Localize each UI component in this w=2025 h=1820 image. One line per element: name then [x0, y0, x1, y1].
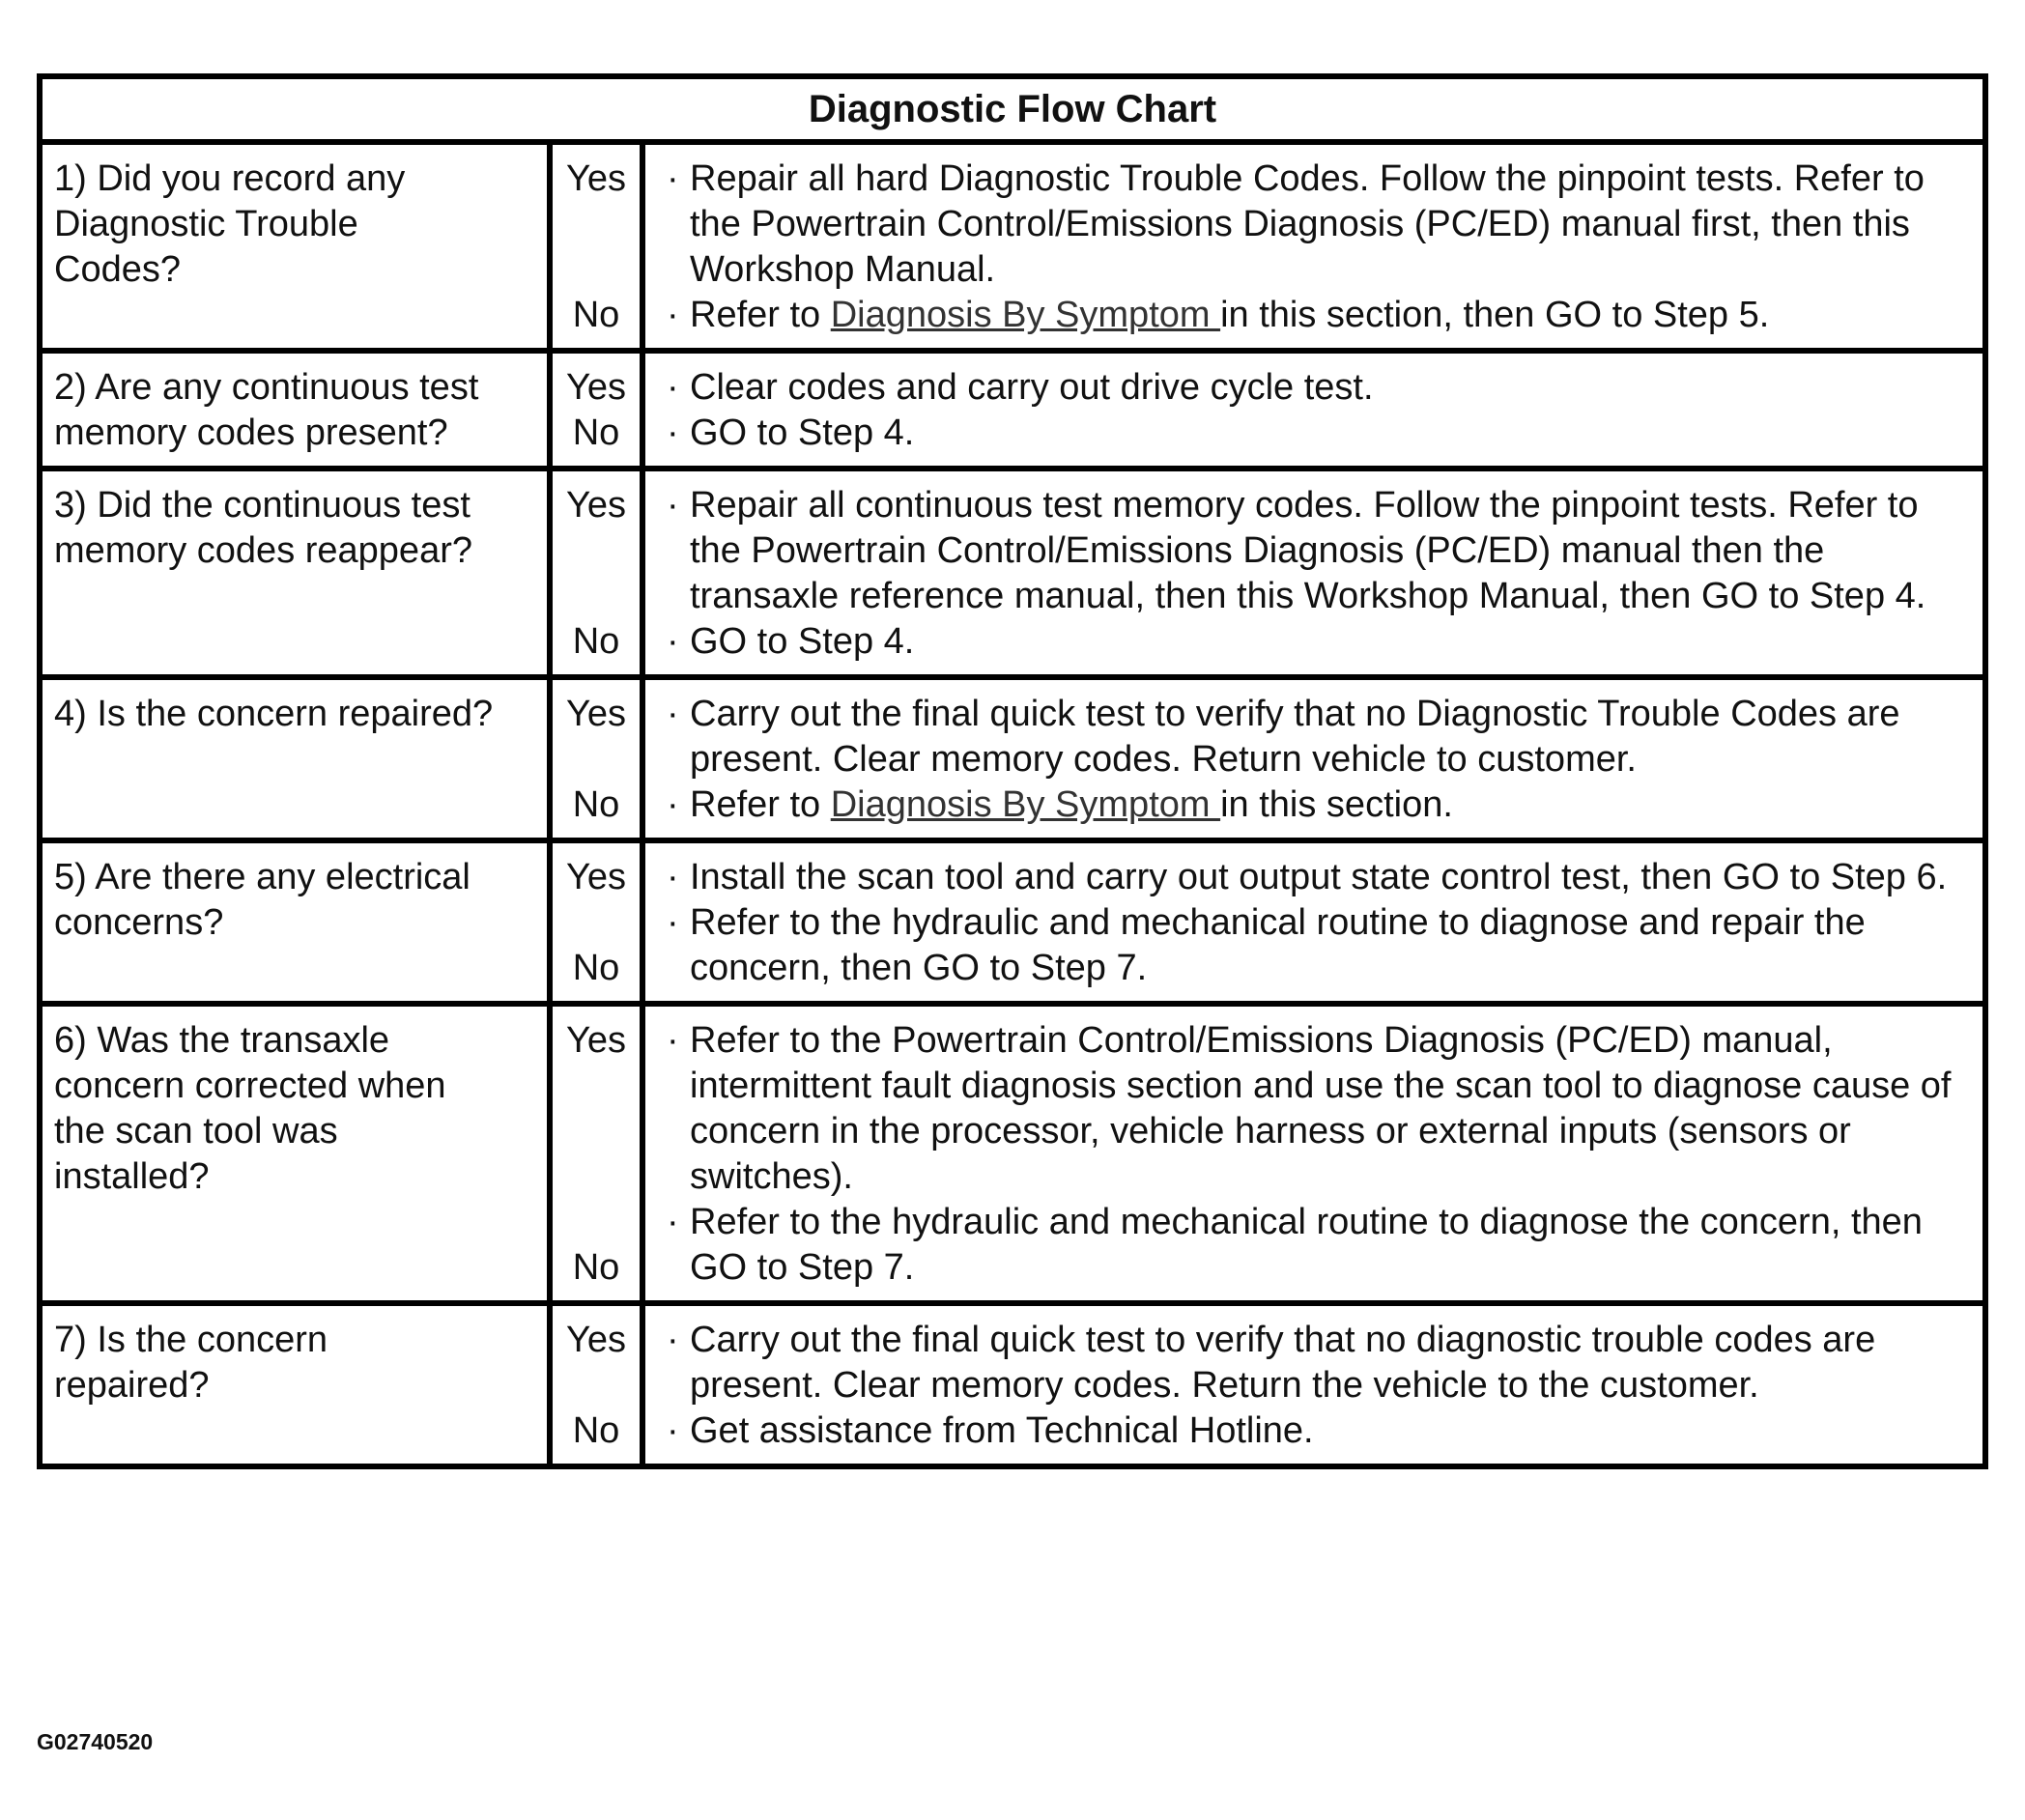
no-action-text [690, 1200, 1969, 1291]
bullet-icon: · [667, 694, 679, 734]
no-action-prefix: GO to Step 4. [690, 412, 915, 453]
no-action [667, 619, 1969, 665]
bullet-icon: · [667, 295, 679, 335]
no-action-prefix: Refer to the hydraulic and mechanical routine to diagnose and repair the concern, then GO to Step 7. [690, 902, 1866, 988]
yes-action-text: Install the scan tool and carry out output state control test, then GO to Step 6. [690, 857, 1948, 897]
no-action-text [690, 293, 1969, 338]
no-action [667, 1408, 1969, 1454]
answer-labels [553, 680, 645, 838]
bullet-icon: · [667, 902, 679, 943]
bullet-icon: · [667, 412, 679, 453]
bullet-icon: · [667, 1410, 679, 1451]
no-action-text [690, 782, 1969, 828]
no-label: No [572, 412, 620, 453]
no-label: No [572, 1247, 620, 1288]
no-action [667, 293, 1969, 338]
bullet-icon: · [667, 1020, 679, 1061]
step-question: 2) Are any continuous test memory codes present? [43, 354, 553, 466]
yes-action-text: Carry out the final quick test to verify that no Diagnostic Trouble Codes are present. Clear memory codes. Return vehicle to customer. [690, 694, 1900, 780]
no-label: No [572, 621, 620, 662]
no-label: No [572, 948, 620, 988]
no-label: No [572, 1410, 620, 1451]
actions [645, 1306, 1982, 1464]
actions [645, 471, 1982, 674]
no-action [667, 782, 1969, 828]
yes-action [667, 1318, 1969, 1408]
yes-action [667, 1018, 1969, 1200]
diagnosis-by-symptom-link[interactable]: Diagnosis By Symptom [830, 295, 1221, 335]
yes-action-text: Repair all hard Diagnostic Trouble Codes. Follow the pinpoint tests. Refer to the Powertrain Control/Emissions Diagnosis (PC/ED) manual first, then this Workshop Manual. [690, 158, 1925, 290]
yes-action-text: Refer to the Powertrain Control/Emissions Diagnosis (PC/ED) manual, intermittent fault diagnosis section and use the scan tool to diagnose cause of concern in the processor, vehicle harness or external inputs (sensors or switches). [690, 1020, 1952, 1197]
no-action-suffix: in this section. [1220, 784, 1453, 825]
bullet-icon: · [667, 784, 679, 825]
no-action [667, 900, 1969, 991]
step-question: 6) Was the transaxle concern corrected when the scan tool was installed? [43, 1007, 553, 1300]
yes-label: Yes [566, 485, 626, 526]
answer-labels [553, 1007, 645, 1300]
no-action-text [690, 900, 1969, 991]
actions [645, 145, 1982, 348]
bullet-icon: · [667, 1320, 679, 1360]
diagnostic-flow-chart-table [37, 73, 1988, 1469]
bullet-icon: · [667, 1202, 679, 1242]
no-action-prefix: Refer to the hydraulic and mechanical routine to diagnose the concern, then GO to Step 7. [690, 1202, 1923, 1288]
no-action-text [690, 411, 1969, 456]
bullet-icon: · [667, 485, 679, 526]
step-row-5 [43, 843, 1982, 1007]
yes-label: Yes [566, 1020, 626, 1061]
answer-labels [553, 843, 645, 1001]
answer-labels [553, 1306, 645, 1464]
bullet-icon: · [667, 158, 679, 199]
yes-label: Yes [566, 158, 626, 199]
bullet-icon: · [667, 367, 679, 408]
step-question: 3) Did the continuous test memory codes reappear? [43, 471, 553, 674]
answer-labels [553, 354, 645, 466]
yes-action [667, 365, 1969, 411]
no-action [667, 1200, 1969, 1291]
no-action [667, 411, 1969, 456]
actions [645, 354, 1982, 466]
no-label: No [572, 295, 620, 335]
no-action-text [690, 619, 1969, 665]
actions [645, 843, 1982, 1001]
no-action-prefix: Refer to [690, 295, 831, 335]
answer-labels [553, 471, 645, 674]
step-question: 4) Is the concern repaired? [43, 680, 553, 838]
yes-action-text: Carry out the final quick test to verify that no diagnostic trouble codes are present. Clear memory codes. Return the vehicle to the customer. [690, 1320, 1876, 1406]
yes-label: Yes [566, 367, 626, 408]
step-row-7 [43, 1306, 1982, 1464]
no-action-prefix: GO to Step 4. [690, 621, 915, 662]
step-row-1 [43, 145, 1982, 354]
bullet-icon: · [667, 621, 679, 662]
diagnosis-by-symptom-link[interactable]: Diagnosis By Symptom [830, 784, 1221, 825]
step-question: 5) Are there any electrical concerns? [43, 843, 553, 1001]
yes-action-text: Clear codes and carry out drive cycle test. [690, 367, 1374, 408]
step-question: 1) Did you record any Diagnostic Trouble Codes? [43, 145, 553, 348]
actions [645, 680, 1982, 838]
table-title: Diagnostic Flow Chart [43, 79, 1982, 145]
step-row-3 [43, 471, 1982, 680]
step-row-2 [43, 354, 1982, 471]
yes-action [667, 156, 1969, 293]
yes-action-text: Repair all continuous test memory codes. Follow the pinpoint tests. Refer to the Powertrain Control/Emissions Diagnosis (PC/ED) manual then the transaxle reference manual, then this Workshop Manual, then GO to Step 4. [690, 485, 1926, 616]
yes-action [667, 692, 1969, 782]
step-row-4 [43, 680, 1982, 843]
yes-action [667, 855, 1969, 900]
step-question: 7) Is the concern repaired? [43, 1306, 553, 1464]
no-label: No [572, 784, 620, 825]
yes-label: Yes [566, 1320, 626, 1360]
no-action-prefix: Get assistance from Technical Hotline. [690, 1410, 1314, 1451]
no-action-suffix: in this section, then GO to Step 5. [1220, 295, 1770, 335]
yes-action [667, 483, 1969, 619]
figure-id: G02740520 [37, 1729, 154, 1754]
no-action-prefix: Refer to [690, 784, 831, 825]
no-action-text [690, 1408, 1969, 1454]
bullet-icon: · [667, 857, 679, 897]
step-row-6 [43, 1007, 1982, 1306]
actions [645, 1007, 1982, 1300]
yes-label: Yes [566, 857, 626, 897]
yes-label: Yes [566, 694, 626, 734]
answer-labels [553, 145, 645, 348]
